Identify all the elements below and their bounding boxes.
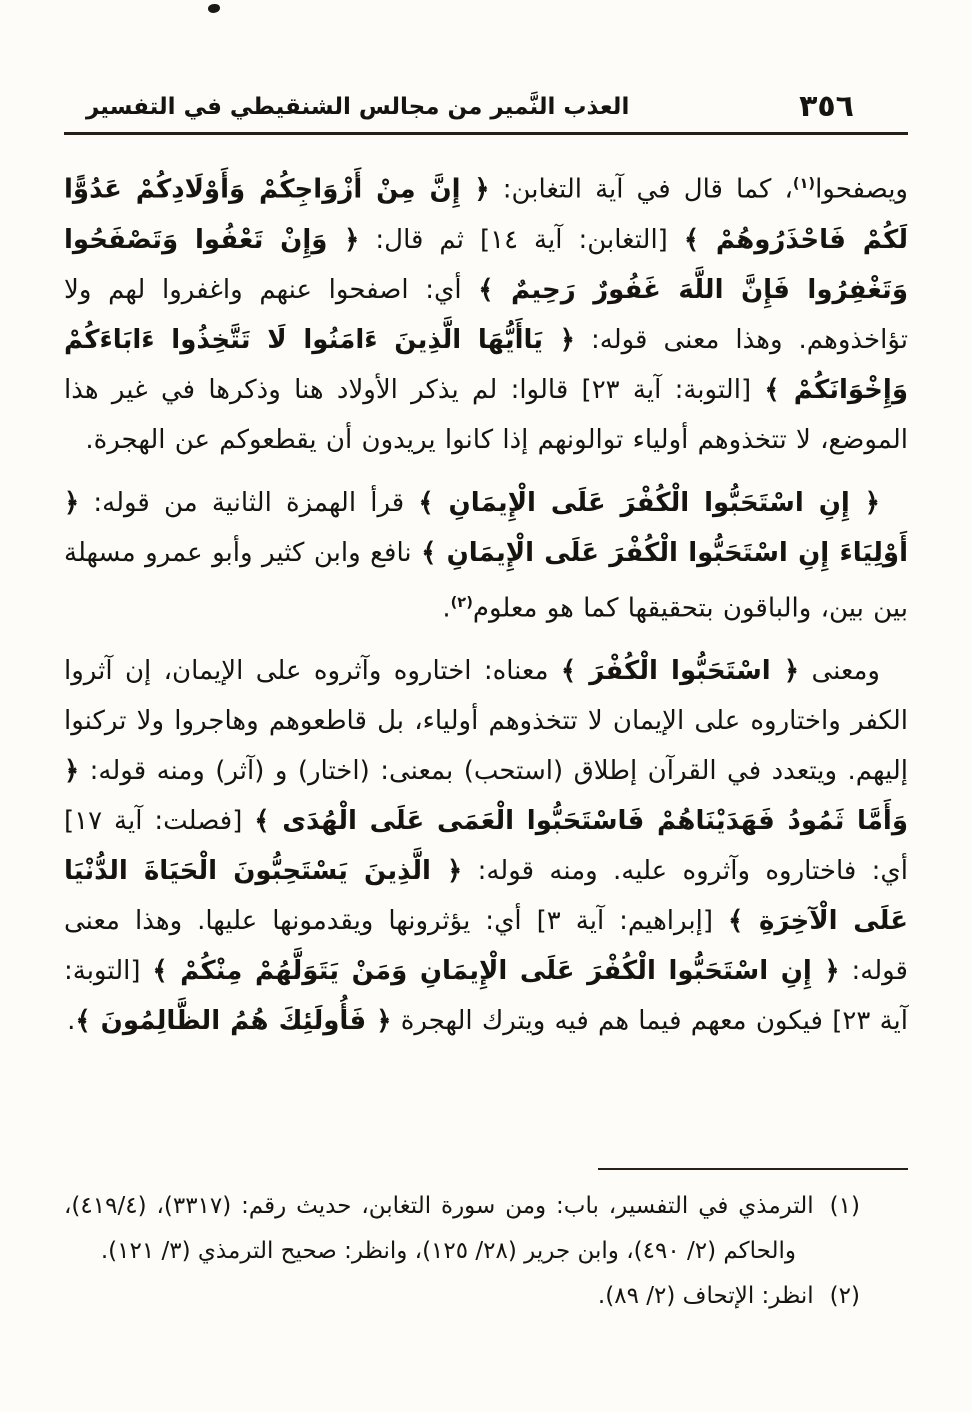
page-number: ٣٥٦ [799,89,854,124]
footer-area [64,1168,908,1319]
body-text: [التوبة: آية ٢٣] فيكون معهم فيما هم فيه ويترك الهجرة [64,956,908,1037]
footnote-marker: (١) [829,1193,860,1219]
scan-artifact-dot [208,4,220,13]
body-text: معناه: اختاروه وآثروه على الإيمان، إن آثروا الكفر واختاروه على الإيمان لا تتخذوهم أولياء، بل قاطعوهم وهاجروا ولا تركنوا إليهم. ويتعدد في القرآن إطلاق (استحب) بمعنى: (اختار) و (آثر) ومنه قوله: [64,656,908,787]
body-text: [التوبة: آية ٢٣] قالوا: لم يذكر الأولاد هنا وذكرها في غير هذا الموضع، لا تتخذوهم أولياء توالونهم إذا كانوا يريدون أن يقطعوكم عن الهجرة. [64,374,908,455]
paragraph [64,159,908,465]
quran-verse: ﴿ اسْتَحَبُّوا الْكُفْرَ ﴾ [560,656,800,687]
page-header [64,89,908,135]
body-text: [التغابن: آية ١٤] ثم قال: [359,224,684,255]
footnote-text: الترمذي في التفسير، باب: ومن سورة التغابن، حديث رقم: (٣٣١٧)، (٤١٩/٤)، والحاكم (٢/ ٤٩٠)، وابن جرير (٢٨/ ١٢٥)، وانظر: صحيح الترمذي (٣/ ١٢١). [64,1193,814,1264]
page-body [64,159,908,1046]
body-text: . [442,593,451,624]
footnote-ref: (١) [792,175,816,192]
quran-verse: ﴿ يَاأَيُّهَا الَّذِينَ ءَامَنُوا لَا تَتَّخِذُوا ءَابَاءَكُمْ وَإِخْوَانَكُمْ ﴾ [64,324,908,405]
body-text: [إبراهيم: آية ٣] أي: يؤثرونها ويقدمونها عليها. وهذا معنى قوله: [64,906,908,987]
body-text: قرأ الهمزة الثانية من قوله: [79,487,419,518]
footnote [64,1184,908,1274]
quran-verse: ﴿ أَوْلِيَاءَ إِنِ اسْتَحَبُّوا الْكُفْرَ عَلَى الْإِيمَانِ ﴾ [64,487,908,568]
quran-verse: ﴿ فَأُولَئِكَ هُمُ الظَّالِمُونَ ﴾ [75,1006,392,1037]
body-text: ومعنى [799,656,880,687]
footnote-ref: (٢) [450,593,473,611]
paragraph [64,478,908,634]
body-text: [فصلت: آية ١٧] أي: فاختاروه وآثروه عليه. ومنه قوله: [64,806,908,887]
footnotes [64,1184,908,1319]
quran-verse: ﴿ الَّذِينَ يَسْتَحِبُّونَ الْحَيَاةَ الدُّنْيَا عَلَى الْآخِرَةِ ﴾ [64,856,908,937]
header-title: العذب النَّمير من مجالس الشنقيطي في التفسير [86,94,630,121]
body-text: أي: اصفحوا عنهم واغفروا لهم ولا تؤاخذوهم. وهذا معنى قوله: [64,274,908,355]
paragraph [64,646,908,1046]
body-text: . [67,1006,76,1037]
body-text: ، كما قال في آية التغابن: [489,174,793,205]
footnote-marker: (٢) [829,1283,860,1309]
footnote [64,1274,908,1319]
quran-verse: ﴿ إِنِ اسْتَحَبُّوا الْكُفْرَ عَلَى الْإِيمَانِ ﴾ [418,487,880,518]
quran-verse: ﴿ وَأَمَّا ثَمُودُ فَهَدَيْنَاهُمْ فَاسْتَحَبُّوا الْعَمَى عَلَى الْهُدَى ﴾ [64,756,908,837]
quran-verse: ﴿ إِنِ اسْتَحَبُّوا الْكُفْرَ عَلَى الْإِيمَانِ وَمَنْ يَتَوَلَّهُمْ مِنْكُمْ ﴾ [152,956,840,987]
footnote-separator [598,1168,908,1170]
quran-verse: ﴿ إِنَّ مِنْ أَزْوَاجِكُمْ وَأَوْلَادِكُمْ عَدُوًّا لَكُمْ فَاحْذَرُوهُمْ ﴾ [64,174,908,255]
quran-verse: ﴿ وَإِنْ تَعْفُوا وَتَصْفَحُوا وَتَغْفِرُوا فَإِنَّ اللَّهَ غَفُورٌ رَحِيمٌ ﴾ [64,224,908,305]
body-text: نافع وابن كثير وأبو عمرو مسهلة بين بين، والباقون بتحقيقها كما هو معلوم [64,537,908,624]
body-text: ويصفحوا [815,174,908,205]
footnote-text: انظر: الإتحاف (٢/ ٨٩). [597,1283,814,1309]
